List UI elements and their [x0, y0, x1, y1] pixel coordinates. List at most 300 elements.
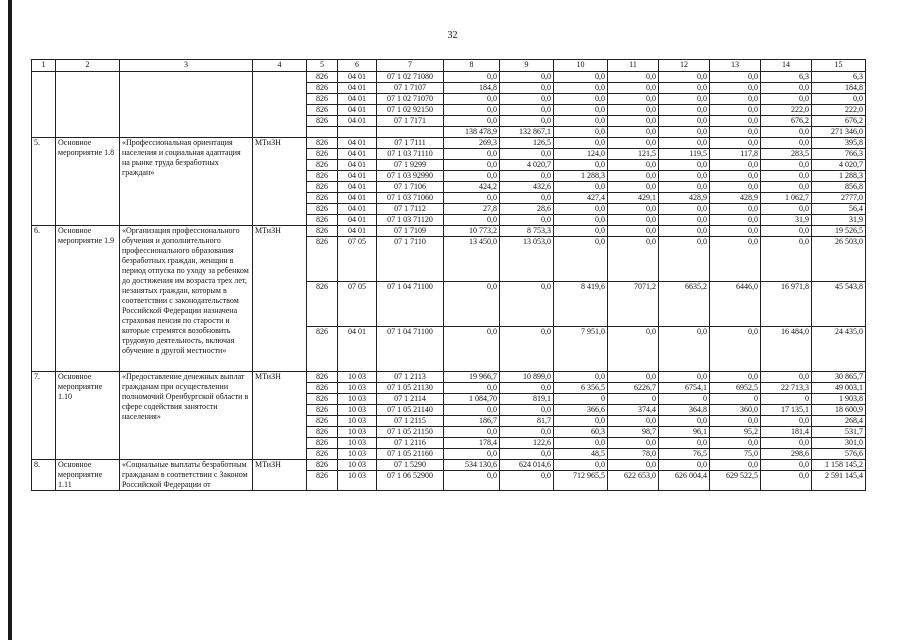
value-cell: 0,0: [554, 83, 608, 94]
value-cell: 0,0: [761, 94, 812, 105]
code-cell: 07 1 04 71100: [377, 327, 444, 372]
code-cell: 826: [307, 182, 338, 193]
value-cell: 0,0: [444, 327, 500, 372]
value-cell: 0,0: [444, 383, 500, 394]
code-cell: 07 1 03 71110: [377, 149, 444, 160]
code-cell: 826: [307, 171, 338, 182]
value-cell: 624 014,6: [500, 460, 554, 471]
code-cell: 826: [307, 149, 338, 160]
code-cell: 10 03: [338, 438, 377, 449]
value-cell: 1 903,8: [812, 394, 866, 405]
value-cell: 6446,0: [710, 282, 761, 327]
code-cell: 826: [307, 327, 338, 372]
responsible-body: МТиЗН: [253, 460, 307, 491]
value-cell: 7 951,0: [554, 327, 608, 372]
code-cell: 07 1 03 71060: [377, 193, 444, 204]
value-cell: 0,0: [608, 116, 659, 127]
code-cell: 07 1 7112: [377, 204, 444, 215]
value-cell: 301,0: [812, 438, 866, 449]
code-cell: 826: [307, 237, 338, 282]
column-header: 12: [659, 60, 710, 72]
value-cell: 269,3: [444, 138, 500, 149]
code-cell: 07 1 02 71070: [377, 94, 444, 105]
column-header: 14: [761, 60, 812, 72]
value-cell: 819,1: [500, 394, 554, 405]
value-cell: 0,0: [554, 182, 608, 193]
value-cell: 0,0: [761, 138, 812, 149]
value-cell: 119,5: [659, 149, 710, 160]
code-cell: 826: [307, 83, 338, 94]
code-cell: 826: [307, 438, 338, 449]
value-cell: 31,9: [761, 215, 812, 226]
code-cell: 826: [307, 138, 338, 149]
column-header: 3: [120, 60, 253, 72]
measure-description: «Предоставление денежных выплат гражданам при осуществлении полномочий Оренбургской области в сфере содействия занятости населения»: [120, 372, 253, 460]
value-cell: 0,0: [444, 149, 500, 160]
table-row: [32, 138, 866, 149]
value-cell: 0,0: [444, 160, 500, 171]
code-cell: 07 1 05 21150: [377, 427, 444, 438]
value-cell: 0,0: [608, 438, 659, 449]
measure-description: [120, 72, 253, 138]
value-cell: 96,1: [659, 427, 710, 438]
code-cell: 07 1 2113: [377, 372, 444, 383]
value-cell: 0,0: [500, 427, 554, 438]
value-cell: 0,0: [659, 171, 710, 182]
value-cell: 366,6: [554, 405, 608, 416]
code-cell: 10 03: [338, 449, 377, 460]
value-cell: 0,0: [444, 282, 500, 327]
code-cell: 10 03: [338, 460, 377, 471]
code-cell: 07 05: [338, 237, 377, 282]
value-cell: 0,0: [500, 282, 554, 327]
value-cell: 0,0: [659, 438, 710, 449]
code-cell: 826: [307, 449, 338, 460]
value-cell: 16 971,8: [761, 282, 812, 327]
value-cell: 0,0: [710, 83, 761, 94]
value-cell: 6952,5: [710, 383, 761, 394]
value-cell: 0,0: [608, 372, 659, 383]
value-cell: 0,0: [500, 471, 554, 491]
value-cell: 28,6: [500, 204, 554, 215]
value-cell: 181,4: [761, 427, 812, 438]
measure-title: [56, 72, 120, 138]
code-cell: 826: [307, 460, 338, 471]
value-cell: 0,0: [812, 94, 866, 105]
code-cell: 07 1 7111: [377, 138, 444, 149]
code-cell: 826: [307, 160, 338, 171]
value-cell: 0,0: [500, 149, 554, 160]
value-cell: 531,7: [812, 427, 866, 438]
code-cell: 07 1 02 92150: [377, 105, 444, 116]
value-cell: 0,0: [608, 105, 659, 116]
value-cell: 0,0: [444, 72, 500, 83]
value-cell: 427,4: [554, 193, 608, 204]
code-cell: 07 1 02 71080: [377, 72, 444, 83]
value-cell: 222,0: [812, 105, 866, 116]
value-cell: 0,0: [761, 372, 812, 383]
value-cell: 0,0: [761, 204, 812, 215]
value-cell: 0,0: [500, 171, 554, 182]
code-cell: 826: [307, 72, 338, 83]
code-cell: 826: [307, 282, 338, 327]
page-edge-bar: [8, 0, 12, 640]
value-cell: 0,0: [444, 405, 500, 416]
value-cell: 178,4: [444, 438, 500, 449]
value-cell: 626 004,4: [659, 471, 710, 491]
code-cell: 10 03: [338, 427, 377, 438]
value-cell: 0,0: [608, 226, 659, 237]
measure-title: Основное мероприятие 1.9: [56, 226, 120, 372]
value-cell: 124,0: [554, 149, 608, 160]
value-cell: 428,9: [710, 193, 761, 204]
value-cell: 0,0: [500, 383, 554, 394]
value-cell: 0,0: [710, 215, 761, 226]
value-cell: 0,0: [608, 160, 659, 171]
value-cell: 0,0: [500, 327, 554, 372]
code-cell: 07 1 05 21130: [377, 383, 444, 394]
value-cell: 0,0: [444, 427, 500, 438]
value-cell: 0,0: [500, 215, 554, 226]
value-cell: 0,0: [659, 372, 710, 383]
value-cell: 0,0: [500, 193, 554, 204]
value-cell: 766,3: [812, 149, 866, 160]
value-cell: 6226,7: [608, 383, 659, 394]
column-header: 8: [444, 60, 500, 72]
value-cell: 60,3: [554, 427, 608, 438]
value-cell: 0,0: [444, 116, 500, 127]
value-cell: 0,0: [554, 226, 608, 237]
value-cell: 0,0: [761, 438, 812, 449]
value-cell: 0,0: [710, 94, 761, 105]
value-cell: 0,0: [444, 171, 500, 182]
measure-title: Основное мероприятие 1.10: [56, 372, 120, 460]
value-cell: 0,0: [710, 204, 761, 215]
value-cell: 0,0: [554, 204, 608, 215]
table-row: [32, 72, 866, 83]
code-cell: 07 1 2114: [377, 394, 444, 405]
code-cell: 07 1 5290: [377, 460, 444, 471]
value-cell: 0,0: [761, 171, 812, 182]
code-cell: 826: [307, 116, 338, 127]
code-cell: 826: [307, 416, 338, 427]
value-cell: 0,0: [554, 72, 608, 83]
value-cell: 0,0: [554, 116, 608, 127]
value-cell: 2777,0: [812, 193, 866, 204]
item-number: 8.: [32, 460, 56, 491]
value-cell: 0,0: [710, 327, 761, 372]
responsible-body: МТиЗН: [253, 226, 307, 372]
code-cell: [338, 127, 377, 138]
value-cell: 0,0: [444, 449, 500, 460]
column-header: 13: [710, 60, 761, 72]
value-cell: 0,0: [761, 182, 812, 193]
item-number: 7.: [32, 372, 56, 460]
value-cell: 0,0: [500, 116, 554, 127]
value-cell: 283,5: [761, 149, 812, 160]
measure-title: Основное мероприятие 1.11: [56, 460, 120, 491]
value-cell: 0,0: [659, 215, 710, 226]
code-cell: 826: [307, 204, 338, 215]
value-cell: 0,0: [761, 416, 812, 427]
measure-description: «Профессиональная ориентация населения и социальная адаптация на рынке труда безработных граждан»: [120, 138, 253, 226]
responsible-body: МТиЗН: [253, 372, 307, 460]
responsible-body: МТиЗН: [253, 138, 307, 226]
value-cell: 184,8: [444, 83, 500, 94]
code-cell: 07 1 03 92990: [377, 171, 444, 182]
value-cell: 17 135,1: [761, 405, 812, 416]
value-cell: 0,0: [554, 94, 608, 105]
value-cell: 676,2: [812, 116, 866, 127]
code-cell: 07 1 7106: [377, 182, 444, 193]
code-cell: 04 01: [338, 226, 377, 237]
value-cell: 622 653,0: [608, 471, 659, 491]
code-cell: 04 01: [338, 149, 377, 160]
value-cell: 19 966,7: [444, 372, 500, 383]
code-cell: 07 1 06 52900: [377, 471, 444, 491]
responsible-body: [253, 72, 307, 138]
value-cell: 0,0: [659, 127, 710, 138]
value-cell: 27,8: [444, 204, 500, 215]
value-cell: 0,0: [554, 160, 608, 171]
column-header: 2: [56, 60, 120, 72]
value-cell: 222,0: [761, 105, 812, 116]
value-cell: 0,0: [608, 83, 659, 94]
value-cell: 0,0: [554, 105, 608, 116]
value-cell: 45 543,8: [812, 282, 866, 327]
value-cell: 271 346,0: [812, 127, 866, 138]
value-cell: 0,0: [659, 182, 710, 193]
value-cell: 429,1: [608, 193, 659, 204]
value-cell: 0,0: [710, 460, 761, 471]
value-cell: 0,0: [710, 226, 761, 237]
value-cell: 13 053,0: [500, 237, 554, 282]
value-cell: 0,0: [659, 204, 710, 215]
measure-title: Основное мероприятие 1.8: [56, 138, 120, 226]
value-cell: 0,0: [500, 94, 554, 105]
code-cell: 826: [307, 383, 338, 394]
value-cell: 432,6: [500, 182, 554, 193]
value-cell: 0: [608, 394, 659, 405]
value-cell: 0,0: [444, 471, 500, 491]
code-cell: 10 03: [338, 383, 377, 394]
code-cell: 826: [307, 105, 338, 116]
code-cell: 826: [307, 427, 338, 438]
column-header: 1: [32, 60, 56, 72]
value-cell: 2 591 145,4: [812, 471, 866, 491]
code-cell: 07 1 2115: [377, 416, 444, 427]
value-cell: 0,0: [659, 460, 710, 471]
value-cell: 0,0: [659, 327, 710, 372]
value-cell: 0,0: [444, 193, 500, 204]
value-cell: 186,7: [444, 416, 500, 427]
value-cell: 395,8: [812, 138, 866, 149]
value-cell: 0,0: [710, 237, 761, 282]
table-header-row: [32, 60, 866, 72]
value-cell: 117,8: [710, 149, 761, 160]
column-header: 10: [554, 60, 608, 72]
page-number: 32: [447, 30, 458, 41]
column-header: 5: [307, 60, 338, 72]
value-cell: 0,0: [554, 438, 608, 449]
value-cell: 360,0: [710, 405, 761, 416]
code-cell: 04 01: [338, 138, 377, 149]
value-cell: 1 158 145,2: [812, 460, 866, 471]
value-cell: 0,0: [761, 226, 812, 237]
code-cell: 826: [307, 94, 338, 105]
value-cell: 78,0: [608, 449, 659, 460]
value-cell: 0,0: [761, 83, 812, 94]
value-cell: 0,0: [608, 237, 659, 282]
value-cell: 1 288,3: [812, 171, 866, 182]
code-cell: 07 1 7109: [377, 226, 444, 237]
value-cell: 0,0: [608, 72, 659, 83]
value-cell: 0,0: [554, 237, 608, 282]
value-cell: 0,0: [554, 416, 608, 427]
value-cell: 4 020,7: [812, 160, 866, 171]
column-header: 15: [812, 60, 866, 72]
value-cell: 10 899,0: [500, 372, 554, 383]
code-cell: 826: [307, 372, 338, 383]
code-cell: 07 1 03 71120: [377, 215, 444, 226]
table-row: [32, 460, 866, 471]
value-cell: 4 020,7: [500, 160, 554, 171]
value-cell: 298,6: [761, 449, 812, 460]
value-cell: 18 600,9: [812, 405, 866, 416]
value-cell: 374,4: [608, 405, 659, 416]
value-cell: 0,0: [554, 127, 608, 138]
column-header: 7: [377, 60, 444, 72]
code-cell: 826: [307, 405, 338, 416]
value-cell: 0,0: [500, 405, 554, 416]
value-cell: 0: [761, 394, 812, 405]
code-cell: 826: [307, 226, 338, 237]
value-cell: 0,0: [608, 204, 659, 215]
value-cell: 0,0: [500, 83, 554, 94]
value-cell: 0,0: [444, 215, 500, 226]
value-cell: 98,7: [608, 427, 659, 438]
item-number: [32, 72, 56, 138]
code-cell: 826: [307, 193, 338, 204]
value-cell: 10 773,2: [444, 226, 500, 237]
value-cell: 0,0: [554, 215, 608, 226]
value-cell: 0,0: [710, 116, 761, 127]
value-cell: 184,8: [812, 83, 866, 94]
code-cell: 07 1 7110: [377, 237, 444, 282]
value-cell: 0,0: [710, 72, 761, 83]
value-cell: 0,0: [710, 105, 761, 116]
code-cell: 10 03: [338, 372, 377, 383]
value-cell: 0,0: [710, 182, 761, 193]
value-cell: 26 503,0: [812, 237, 866, 282]
value-cell: 629 522,5: [710, 471, 761, 491]
value-cell: 1 062,7: [761, 193, 812, 204]
code-cell: 10 03: [338, 394, 377, 405]
value-cell: 0,0: [608, 94, 659, 105]
value-cell: 0,0: [608, 171, 659, 182]
value-cell: 30 865,7: [812, 372, 866, 383]
value-cell: 6 356,5: [554, 383, 608, 394]
value-cell: 0,0: [554, 460, 608, 471]
value-cell: 0: [710, 394, 761, 405]
value-cell: 0,0: [608, 416, 659, 427]
value-cell: 1 084,70: [444, 394, 500, 405]
code-cell: 04 01: [338, 116, 377, 127]
code-cell: 10 03: [338, 416, 377, 427]
value-cell: 0,0: [659, 138, 710, 149]
value-cell: 0,0: [710, 171, 761, 182]
code-cell: 826: [307, 215, 338, 226]
value-cell: 0,0: [659, 105, 710, 116]
value-cell: 0,0: [761, 237, 812, 282]
code-cell: 07 1 2116: [377, 438, 444, 449]
measure-description: «Организация профессионального обучения и дополнительного профессионального образования безработных граждан, женщин в период отпуска по уходу за ребенком до достижения им возраста трех лет, незанятых граждан, которым в соответствии с законодательством Российской Федерации назначена страховая пенсия по старости и которые стремятся возобновить трудовую деятельность, включая обучение в другой местности»: [120, 226, 253, 372]
value-cell: 126,5: [500, 138, 554, 149]
value-cell: 1 288,3: [554, 171, 608, 182]
code-cell: 826: [307, 394, 338, 405]
code-cell: 04 01: [338, 327, 377, 372]
value-cell: 7071,2: [608, 282, 659, 327]
value-cell: 0: [659, 394, 710, 405]
value-cell: 534 130,6: [444, 460, 500, 471]
value-cell: 0,0: [554, 138, 608, 149]
value-cell: 0,0: [659, 72, 710, 83]
value-cell: 0,0: [608, 327, 659, 372]
value-cell: 424,2: [444, 182, 500, 193]
value-cell: 712 965,5: [554, 471, 608, 491]
value-cell: 0,0: [608, 215, 659, 226]
value-cell: 6635,2: [659, 282, 710, 327]
value-cell: 75,0: [710, 449, 761, 460]
value-cell: 0,0: [659, 160, 710, 171]
value-cell: 0,0: [608, 460, 659, 471]
code-cell: 04 01: [338, 182, 377, 193]
value-cell: 22 713,3: [761, 383, 812, 394]
value-cell: 364,8: [659, 405, 710, 416]
value-cell: 6754,1: [659, 383, 710, 394]
value-cell: 76,5: [659, 449, 710, 460]
value-cell: 268,4: [812, 416, 866, 427]
value-cell: 0,0: [659, 116, 710, 127]
code-cell: 04 01: [338, 204, 377, 215]
code-cell: 04 01: [338, 215, 377, 226]
code-cell: 07 1 7171: [377, 116, 444, 127]
column-header: 4: [253, 60, 307, 72]
code-cell: 07 05: [338, 282, 377, 327]
code-cell: 04 01: [338, 94, 377, 105]
value-cell: 122,6: [500, 438, 554, 449]
value-cell: 16 484,0: [761, 327, 812, 372]
value-cell: 0,0: [608, 182, 659, 193]
value-cell: 0,0: [608, 127, 659, 138]
code-cell: 07 1 9299: [377, 160, 444, 171]
code-cell: 04 01: [338, 171, 377, 182]
value-cell: 81,7: [500, 416, 554, 427]
item-number: 6.: [32, 226, 56, 372]
code-cell: 10 03: [338, 471, 377, 491]
column-header: 6: [338, 60, 377, 72]
code-cell: [377, 127, 444, 138]
code-cell: 04 01: [338, 72, 377, 83]
value-cell: 49 003,1: [812, 383, 866, 394]
value-cell: 0,0: [500, 72, 554, 83]
value-cell: 0,0: [761, 471, 812, 491]
value-cell: 0,0: [659, 94, 710, 105]
code-cell: 07 1 04 71100: [377, 282, 444, 327]
budget-table: [31, 59, 866, 491]
value-cell: 8 419,6: [554, 282, 608, 327]
value-cell: 132 867,1: [500, 127, 554, 138]
